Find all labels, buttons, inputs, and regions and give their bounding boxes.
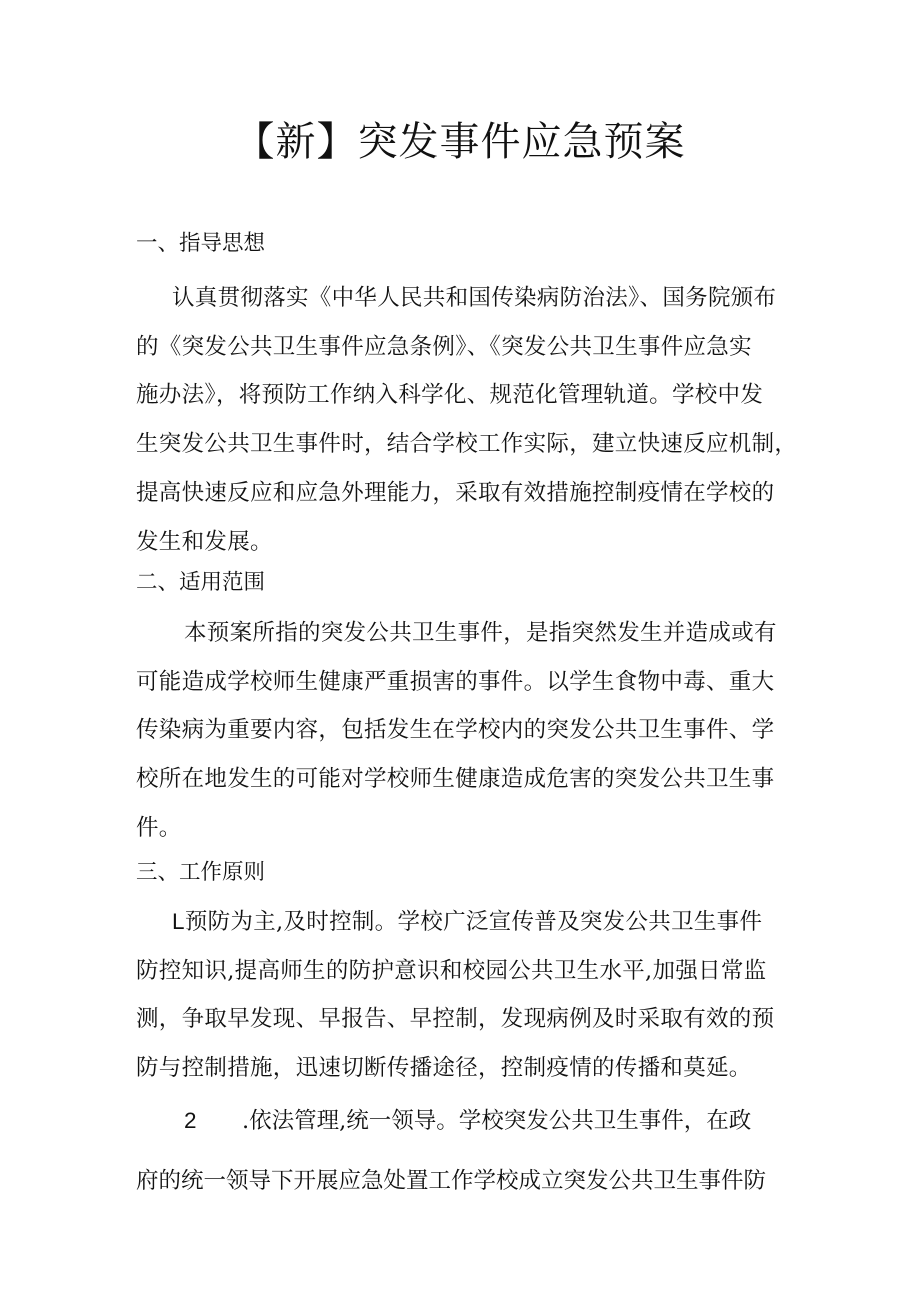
- paragraph-line: 防与控制措施，迅速切断传播途径，控制疫情的传播和莫延。: [136, 1055, 752, 1082]
- paragraph-line: 施办法》，将预防工作纳入科学化、规范化管理轨道。学校中发: [136, 382, 764, 409]
- section-2-paragraph: [136, 609, 792, 853]
- item-text: .依法管理,统一领导。学校突发公共卫生事件，在政: [242, 1108, 752, 1134]
- section-heading-2: 二、适用范围: [136, 570, 266, 595]
- section-heading-3: 三、工作原则: [136, 860, 266, 885]
- paragraph-line: 可能造成学校师生健康严重损害的事件。以学生食物中毒、重大: [136, 668, 775, 695]
- paragraph-line: 传染病为重要内容，包括发生在学校内的突发公共卫生事件、学: [136, 717, 775, 744]
- paragraph-line: 测，争取早发现、早报告、早控制，发现病例及时采取有效的预: [136, 1006, 775, 1033]
- paragraph-line: 本预案所指的突发公共卫生事件，是指突然发生并造成或有: [184, 620, 777, 646]
- item-number: L: [172, 909, 185, 934]
- paragraph-line: 认真贯彻落实《中华人民共和国传染病防治法》、国务院颁布: [172, 285, 777, 311]
- paragraph-line: 件。: [136, 814, 182, 841]
- paragraph-line: 发生和发展。: [136, 528, 273, 555]
- paragraph-line: 的《突发公共卫生事件应急条例》、《突发公共卫生事件应急实: [136, 333, 752, 360]
- item-text: 预防为主,及时控制。学校广泛宣传普及突发公共卫生事件: [184, 909, 763, 935]
- section-3-item-1: [136, 898, 792, 1093]
- paragraph-line: 防控知识,提高师生的防护意识和校园公共卫生水平,加强日常监: [136, 957, 767, 984]
- section-1-paragraph: [136, 274, 798, 566]
- paragraph-line: 生突发公共卫生事件时，结合学校工作实际，建立快速反应机制，: [136, 431, 798, 458]
- section-3-item-2-line-1: [136, 1104, 792, 1138]
- section-3-item-2-line-2: 府的统一领导下开展应急处置工作学校成立突发公共卫生事件防: [136, 1168, 767, 1194]
- section-heading-1: 一、指导思想: [136, 231, 266, 256]
- paragraph-line: 提高快速反应和应急外理能力，采取有效措施控制疫情在学校的: [136, 479, 775, 506]
- document-title: 【新】突发事件应急预案: [234, 119, 686, 165]
- paragraph-line: [136, 898, 792, 947]
- item-number: 2: [184, 1108, 197, 1133]
- paragraph-line: 校所在地发生的可能对学校师生健康造成危害的突发公共卫生事: [136, 766, 775, 793]
